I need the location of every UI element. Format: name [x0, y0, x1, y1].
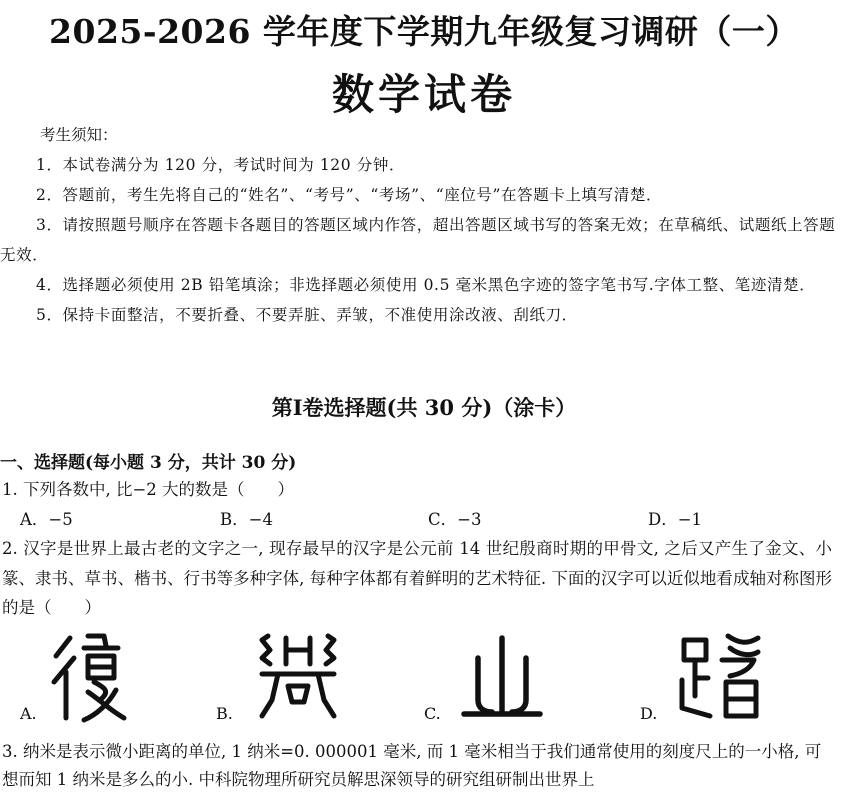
exam-subtitle: 数学试卷 [331, 70, 516, 119]
question-1-option-c: C．−3 [428, 510, 482, 529]
notice-item: 1．本试卷满分为 120 分，考试时间为 120 分钟． [36, 156, 406, 174]
seal-script-char-c-icon [452, 630, 552, 725]
seal-script-char-a-icon [48, 630, 148, 725]
notice-item: 5．保持卡面整洁，不要折叠、不要弄脏、弄皱，不准使用涂改液、刮纸刀． [36, 306, 578, 324]
question-1-stem: 1. 下列各数中, 比−2 大的数是（ ） [2, 480, 295, 499]
seal-script-char-d-icon [670, 630, 770, 725]
question-1-option-b: B．−4 [220, 510, 273, 529]
notice-item: 4．选择题必须使用 2B 铅笔填涂；非选择题必须使用 0.5 毫米黑色字迹的签字笔书写.字体工整、笔迹清楚． [36, 276, 816, 294]
question-1-option-a: A．−5 [20, 510, 73, 529]
question-2-stem: 2. 汉字是世界上最古老的文字之一, 现存最早的汉字是公元前 14 世纪殷商时期的甲骨文, 之后又产生了金文、小篆、隶书、草书、楷书、行书等多种字体, 每种字体都有着鲜明的艺术特征. 下面的汉字可以近似地看成轴对称图形的是（ ） [2, 539, 832, 617]
question-2-option-d-label: D. [640, 704, 658, 723]
candidate-notice [0, 120, 838, 330]
question-2-option-b-label: B. [216, 704, 233, 723]
part-title: 一、选择题(每小题 3 分，共计 30 分) [0, 453, 297, 473]
question-3-stem: 3. 纳米是表示微小距离的单位, 1 纳米=0. 000001 毫米, 而 1 毫米相当于我们通常使用的刻度尺上的一小格, 可想而知 1 纳米是多么的小. 中科院物理所研究员解思深领导的研究组研制出世界上 [2, 742, 822, 789]
notice-item: 3．请按照题号顺序在答题卡各题目的答题区域内作答，超出答题区域书写的答案无效；在草稿纸、试题纸上答题无效． [0, 216, 836, 264]
seal-script-char-b-icon [248, 630, 348, 725]
question-2-options [0, 630, 848, 730]
question-1-option-d: D．−1 [648, 510, 703, 529]
notice-item: 2．答题前，考生先将自己的“姓名”、“考号”、“考场”、“座位号”在答题卡上填写清楚． [36, 186, 663, 204]
question-2-option-a-label: A. [20, 704, 37, 723]
section-title: 第Ⅰ卷选择题(共 30 分)（涂卡） [271, 395, 577, 420]
notice-heading: 考生须知： [40, 126, 118, 144]
exam-title: 2025-2026 学年度下学期九年级复习调研（一） [49, 12, 799, 51]
question-2-option-c-label: C. [424, 704, 441, 723]
